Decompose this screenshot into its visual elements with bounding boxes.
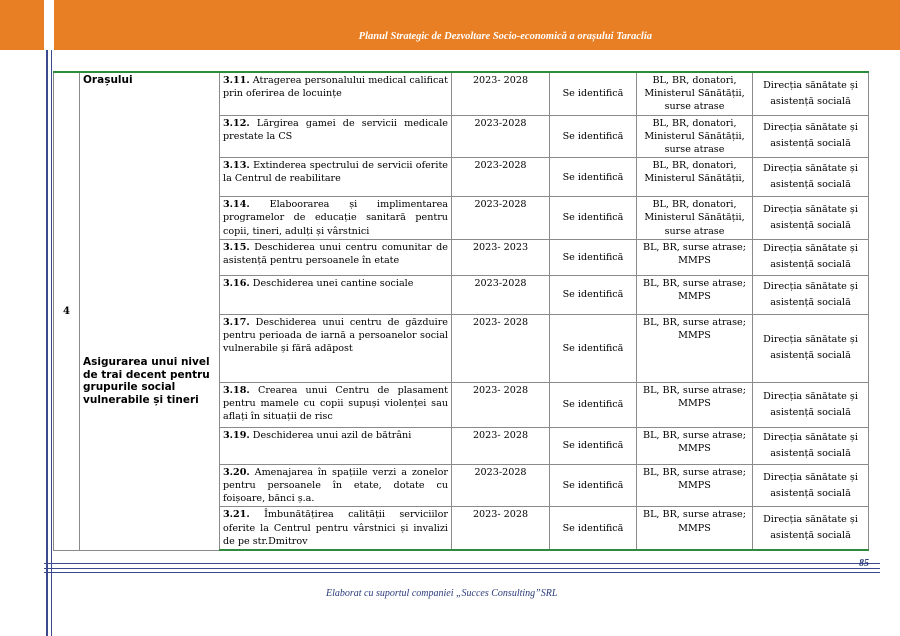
activity-code: 3.15. <box>223 241 250 253</box>
activity-text: Deschiderea unui centru de găzduire pentru perioada de iarnă a persoanelor social vulnerabile și fără adăpost <box>223 316 448 355</box>
responsible-cell: Direcția sănătate și asistență socială <box>753 427 869 464</box>
period-cell: 2023-2028 <box>452 158 550 197</box>
margin-rule-left <box>46 50 48 636</box>
sources-cell: BL, BR, donatori, Ministerul Sănătății, surse atrase <box>637 197 753 240</box>
period-cell: 2023- 2028 <box>452 427 550 464</box>
activity-cell <box>220 464 452 507</box>
period-cell: 2023-2028 <box>452 115 550 158</box>
period-cell: 2023- 2023 <box>452 239 550 275</box>
status-cell: Se identifică <box>550 239 637 275</box>
activity-cell <box>220 275 452 314</box>
objective-number: 4 <box>54 72 80 550</box>
activity-cell <box>220 115 452 158</box>
activity-text: Deschiderea unei cantine sociale <box>252 277 414 289</box>
header-band <box>0 0 900 50</box>
footer-rule <box>44 563 880 564</box>
sources-cell: BL, BR, surse atrase; MMPS <box>637 427 753 464</box>
activity-text: Extinderea spectrului de servicii oferite la Centrul de reabilitare <box>223 160 448 185</box>
activity-cell <box>220 197 452 240</box>
period-cell: 2023-2028 <box>452 464 550 507</box>
status-cell: Se identifică <box>550 72 637 115</box>
responsible-cell: Direcția sănătate și asistență socială <box>753 275 869 314</box>
period-cell: 2023- 2028 <box>452 507 550 550</box>
activity-text: Amenajarea în spațiile verzi a zonelor pentru persoanele în etate, dotate cu foișoare, bănci ș.a. <box>223 466 448 505</box>
activity-code: 3.20. <box>223 466 250 478</box>
action-plan-table <box>53 71 869 551</box>
activity-cell <box>220 72 452 115</box>
margin-rule-right <box>51 50 52 636</box>
status-cell: Se identifică <box>550 158 637 197</box>
status-cell: Se identifică <box>550 464 637 507</box>
activity-code: 3.21. <box>223 509 250 521</box>
footer-credit: Elaborat cu suportul companiei „Succes Consulting”SRL <box>326 588 558 599</box>
period-cell: 2023- 2028 <box>452 382 550 427</box>
activity-text: Lărgirea gamei de servicii medicale prestate la CS <box>223 117 448 142</box>
activity-code: 3.12. <box>223 117 250 129</box>
activity-text: Elaboorarea și implimentarea programelor de educație sanitară pentru copii, tineri, adulți și vârstnici <box>223 199 448 237</box>
activity-cell <box>220 382 452 427</box>
responsible-cell: Direcția sănătate și asistență socială <box>753 464 869 507</box>
activity-code: 3.13. <box>223 160 250 172</box>
activity-cell <box>220 314 452 382</box>
status-cell: Se identifică <box>550 115 637 158</box>
responsible-cell: Direcția sănătate și asistență socială <box>753 158 869 197</box>
activity-code: 3.17. <box>223 316 250 328</box>
activity-cell <box>220 239 452 275</box>
period-cell: 2023- 2028 <box>452 72 550 115</box>
activity-code: 3.18. <box>223 384 250 396</box>
status-cell: Se identifică <box>550 314 637 382</box>
status-cell: Se identifică <box>550 507 637 550</box>
status-cell: Se identifică <box>550 382 637 427</box>
period-cell: 2023- 2028 <box>452 314 550 382</box>
responsible-cell: Direcția sănătate și asistență socială <box>753 314 869 382</box>
status-cell: Se identifică <box>550 427 637 464</box>
responsible-cell: Direcția sănătate și asistență socială <box>753 197 869 240</box>
sources-cell: BL, BR, surse atrase; MMPS <box>637 507 753 550</box>
responsible-cell: Direcția sănătate și asistență socială <box>753 382 869 427</box>
sources-cell: BL, BR, donatori, Ministerul Sănătății, surse atrase <box>637 115 753 158</box>
activity-code: 3.14. <box>223 199 250 211</box>
sources-cell: BL, BR, surse atrase; MMPS <box>637 464 753 507</box>
objective-cell <box>80 72 220 550</box>
responsible-cell: Direcția sănătate și asistență socială <box>753 115 869 158</box>
activity-text: Crearea unui Centru de plasament pentru mamele cu copii supuși violenței sau aflați în situații de risc <box>223 384 448 423</box>
page-number: 85 <box>859 558 869 569</box>
header-gap <box>44 0 54 50</box>
sources-cell: BL, BR, donatori, Ministerul Sănătății, <box>637 158 753 197</box>
sources-cell: BL, BR, donatori, Ministerul Sănătății, surse atrase <box>637 72 753 115</box>
activity-text: Deschiderea unui centru comunitar de asistență pentru persoanele în etate <box>223 241 448 267</box>
responsible-cell: Direcția sănătate și asistență socială <box>753 507 869 550</box>
period-cell: 2023-2028 <box>452 197 550 240</box>
sources-cell: BL, BR, surse atrase; MMPS <box>637 314 753 382</box>
page-header-title: Planul Strategic de Dezvoltare Socio-economică a orașului Taraclia <box>358 31 652 42</box>
activity-cell <box>220 158 452 197</box>
responsible-cell: Direcția sănătate și asistență socială <box>753 72 869 115</box>
status-cell: Se identifică <box>550 197 637 240</box>
activity-text: Îmbunătățirea calității serviciilor oferite la Centrul pentru vârstnici și invalizi de pe str.Dmitrov <box>223 509 448 547</box>
table-row <box>54 72 869 115</box>
sources-cell: BL, BR, surse atrase; MMPS <box>637 239 753 275</box>
status-cell: Se identifică <box>550 275 637 314</box>
activity-cell <box>220 427 452 464</box>
objective-label: Asigurarea unui nivel de trai decent pentru grupurile social vulnerabile și tineri <box>83 356 210 406</box>
activity-text: Deschiderea unui azil de bătrâni <box>252 429 412 441</box>
activity-cell <box>220 507 452 550</box>
responsible-cell: Direcția sănătate și asistență socială <box>753 239 869 275</box>
sources-cell: BL, BR, surse atrase; MMPS <box>637 382 753 427</box>
activity-text: Atragerea personalului medical calificat prin oferirea de locuințe <box>223 75 448 100</box>
footer-rule <box>44 572 880 573</box>
activity-code: 3.19. <box>223 429 250 441</box>
objective-top-label: Orașului <box>83 74 133 86</box>
activity-code: 3.16. <box>223 277 250 289</box>
sources-cell: BL, BR, surse atrase; MMPS <box>637 275 753 314</box>
activity-code: 3.11. <box>223 75 250 86</box>
period-cell: 2023-2028 <box>452 275 550 314</box>
footer-rule <box>44 568 880 569</box>
